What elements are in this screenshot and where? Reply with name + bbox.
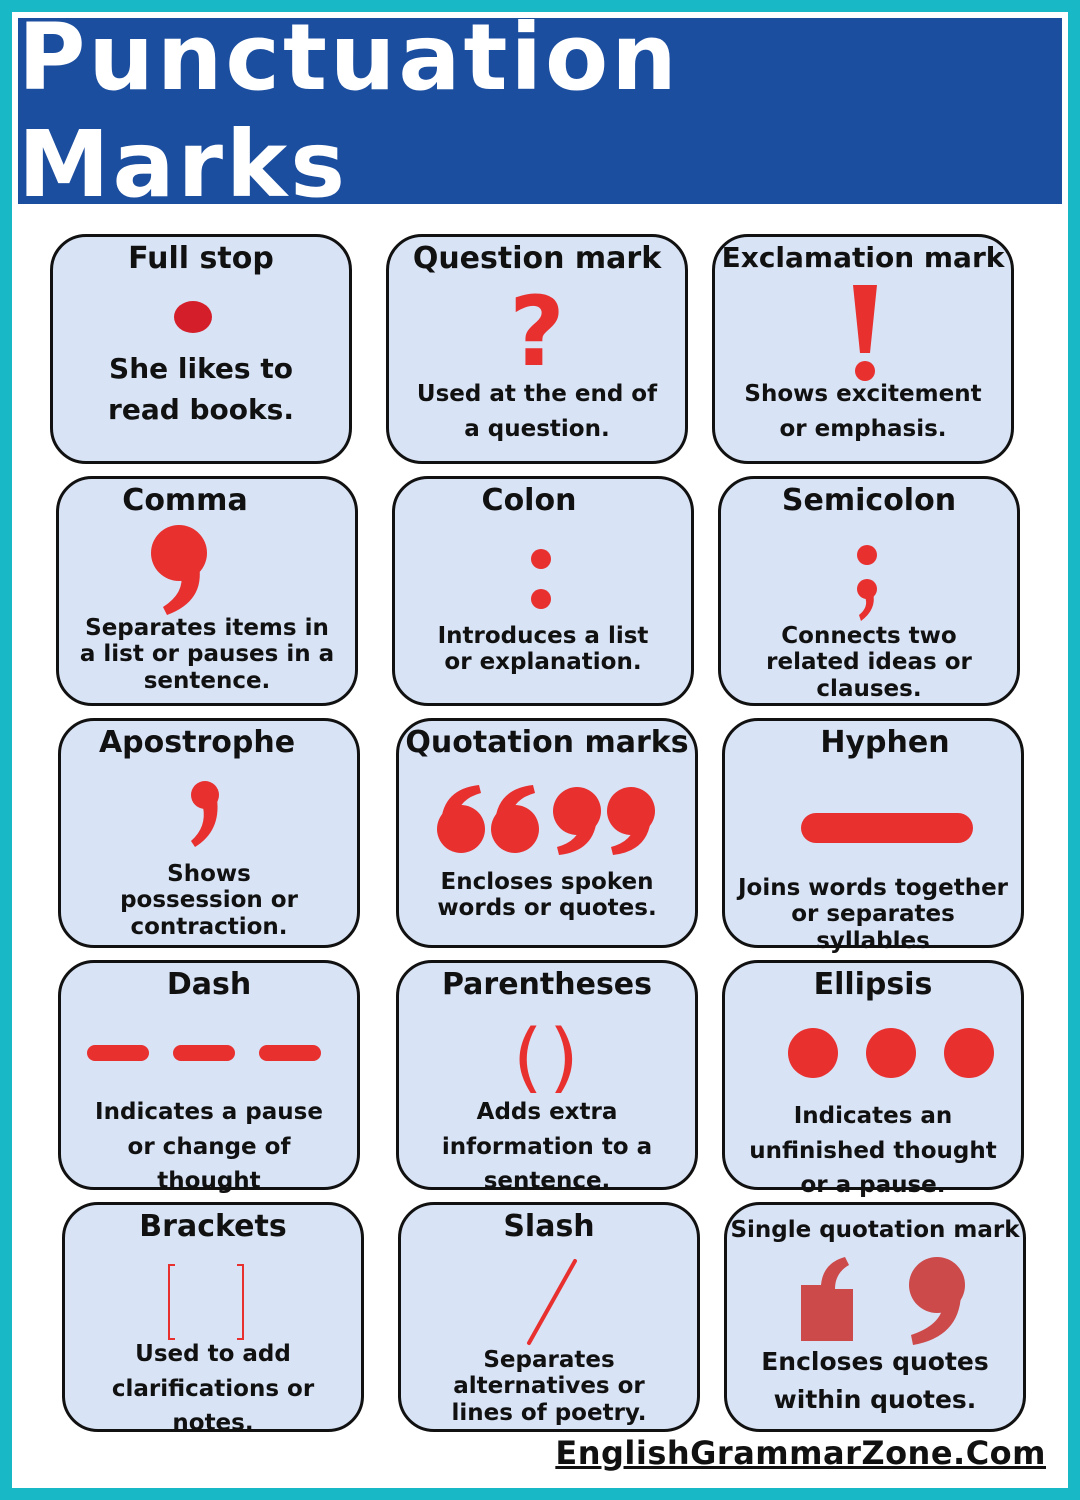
card-description: Encloses spoken words or quotes. (437, 869, 657, 922)
card-title: Semicolon (781, 483, 957, 518)
card-description: Connects two related ideas or clauses. (766, 623, 972, 702)
card-title: Quotation marks (405, 725, 689, 760)
svg-text:): ) (549, 1012, 579, 1101)
ellipsis-icon (787, 1027, 997, 1081)
slash-icon (521, 1257, 581, 1347)
card-title: Slash (503, 1209, 595, 1244)
svg-text:(: ( (513, 1012, 543, 1101)
card-description: Adds extra information to a sentence. (441, 1099, 653, 1194)
page-title: Punctuation Marks (18, 4, 680, 218)
card-title: Single quotation mark (730, 1217, 1020, 1243)
card-comma (56, 476, 358, 706)
apostrophe-icon (185, 779, 225, 851)
card-colon (392, 476, 694, 706)
card-description: Introduces a list or explanation. (437, 623, 649, 676)
card-description: Joins words together or separates syllables (737, 875, 1009, 954)
card-title: Colon (481, 483, 577, 518)
dash-icon (87, 1045, 323, 1063)
semicolon-icon (853, 543, 885, 623)
question-mark-icon (509, 276, 565, 388)
card-quotation-marks (396, 718, 698, 948)
card-title: Exclamation mark (721, 241, 1005, 274)
comma-icon (145, 523, 209, 615)
card-single-quotation-mark (724, 1202, 1026, 1432)
title-banner (18, 4, 1062, 218)
card-title: Parentheses (441, 967, 653, 1002)
card-full-stop (50, 234, 352, 464)
exclamation-mark-icon (845, 283, 885, 383)
card-description: She likes to read books. (108, 352, 294, 426)
card-title: Dash (166, 967, 252, 1002)
card-title: Apostrophe (98, 725, 296, 760)
hyphen-icon (801, 813, 973, 845)
card-description: Used to add clarifications or notes. (111, 1341, 315, 1436)
card-title: Comma (122, 483, 248, 518)
card-ellipsis (722, 960, 1024, 1198)
card-brackets (62, 1202, 364, 1436)
card-exclamation-mark (712, 234, 1014, 464)
single-quotation-mark-icon (795, 1255, 975, 1347)
card-question-mark (386, 234, 688, 464)
card-description: Indicates a pause or change of thought (95, 1099, 323, 1194)
card-description: Used at the end of a question. (416, 381, 658, 442)
parentheses-icon (503, 1012, 579, 1101)
card-semicolon (718, 476, 1020, 706)
card-description: Separates items in a list or pauses in a sentence. (79, 615, 335, 694)
colon-icon (529, 547, 553, 613)
full-stop-icon (171, 297, 215, 337)
quotation-marks-icon (433, 783, 663, 857)
card-dash (58, 960, 360, 1194)
card-title: Brackets (139, 1209, 287, 1244)
card-description: Separates alternatives or lines of poetry. (451, 1347, 647, 1426)
card-title: Full stop (128, 241, 274, 276)
card-title: Ellipsis (813, 967, 933, 1002)
card-slash (398, 1202, 700, 1432)
card-description: Indicates an unfinished thought or a pause. (749, 1103, 997, 1198)
card-parentheses (396, 960, 698, 1194)
svg-text:?: ? (509, 276, 565, 388)
card-description: Shows possession or contraction. (120, 861, 298, 940)
brackets-icon (165, 1263, 249, 1343)
website-link[interactable]: EnglishGrammarZone.Com (555, 1434, 1046, 1472)
card-title: Hyphen (820, 725, 950, 760)
card-title: Question mark (412, 241, 662, 276)
card-apostrophe (58, 718, 360, 948)
card-description: Shows excitement or emphasis. (744, 381, 982, 442)
card-hyphen (722, 718, 1024, 954)
poster (12, 4, 1068, 1488)
card-description: Encloses quotes within quotes. (761, 1347, 989, 1414)
